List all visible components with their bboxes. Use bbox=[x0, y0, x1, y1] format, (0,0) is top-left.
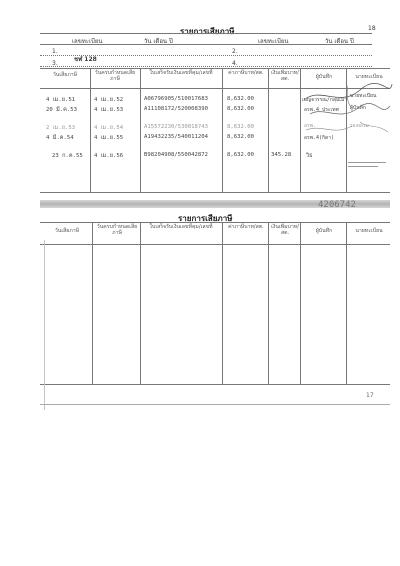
table-row-3-tax: 8,632.00 bbox=[227, 124, 254, 130]
table-row-1-due: 4 เม.ย.52 bbox=[94, 97, 124, 103]
table-row-4-tax: 8,632.00 bbox=[227, 134, 254, 140]
header-reg-right: เลขทะเบียน bbox=[258, 38, 289, 45]
table-row-5-recorder: วิธ bbox=[306, 153, 313, 159]
header-date-left: วัน เดือน ปี bbox=[144, 38, 173, 45]
title-underline bbox=[40, 33, 372, 34]
table-row-3-receipt: A15572230/530018743 bbox=[144, 124, 208, 130]
bottom-col-header-registrar: นายทะเบียน bbox=[355, 228, 383, 234]
col-header-tax: ค่าภาษีบาท/สต. bbox=[228, 70, 264, 76]
bottom-col-header-extra: เงินเพิ่มบาท/สต. bbox=[271, 224, 299, 236]
table-row-5-due: 4 เม.ย.56 bbox=[94, 153, 124, 159]
signature-stamp-marks bbox=[300, 78, 396, 148]
row-number-2: 2. bbox=[232, 48, 238, 55]
col-header-receipt: ใบเสร็จรับเงินเลขที่คุม/เลขที่ bbox=[149, 70, 213, 76]
table-row-5-tax: 8,632.00 bbox=[227, 152, 254, 158]
scan-artifact-line bbox=[44, 240, 45, 410]
bottom-col-header-tax: ค่าภาษีบาท/สต. bbox=[228, 224, 264, 230]
bottom-col-header-recorder: ผู้บันทึก bbox=[315, 228, 333, 234]
table-row-4-paid: 4 มี.ค.54 bbox=[46, 135, 74, 141]
table-row-2-due: 4 เม.ย.53 bbox=[94, 107, 124, 113]
bottom-col-header-due-date: วันครบกำหนดเสียภาษี bbox=[96, 224, 138, 236]
table-row-1-receipt: A06796905/510017683 bbox=[144, 96, 208, 102]
table-row-3-registrar: รองจะเม bbox=[350, 123, 369, 129]
table-row-2-recorder: อรพ.4 ประเทศ bbox=[304, 107, 339, 113]
table-row-2-paid: 20 มี.ค.53 bbox=[46, 107, 78, 113]
divider-number: 4206742 bbox=[318, 200, 356, 210]
col-header-registrar: นายทะเบียน bbox=[355, 74, 383, 80]
table-row-3-paid: 2 เม.ย.53 bbox=[46, 125, 76, 131]
row-number-4: 4. bbox=[232, 60, 238, 67]
footer-line bbox=[40, 404, 390, 405]
table-row-5-paid: 23 ก.ค.55 bbox=[52, 153, 83, 159]
table-row-1-tax: 8,632.00 bbox=[227, 96, 254, 102]
row-number-1: 1. bbox=[52, 48, 58, 55]
bottom-col-header-paid-date: วันเสียภาษี bbox=[54, 228, 80, 234]
table-row-3-due: 4 เม.ย.54 bbox=[94, 125, 124, 131]
section-title-top: รายการเสียภาษี bbox=[180, 27, 235, 36]
table-row-2-tax: 8,632.00 bbox=[227, 106, 254, 112]
col-header-extra: เงินเพิ่มบาท/สต. bbox=[271, 70, 299, 82]
header-underline bbox=[40, 44, 372, 45]
table-row-3-recorder: อรพ. bbox=[304, 123, 316, 129]
table-row-1-registrar: นายทะเบียน bbox=[350, 93, 377, 99]
table-row-2-receipt: A11108172/520008390 bbox=[144, 106, 208, 112]
table-row-4-due: 4 เม.ย.55 bbox=[94, 135, 124, 141]
footer-page-number: 17 bbox=[366, 392, 374, 399]
table-row-4-receipt: A19432235/540011204 bbox=[144, 134, 208, 140]
table-row-1-paid: 4 เม.ย.51 bbox=[46, 97, 76, 103]
table-row-1-recorder: เบญจวรรณ/กลุ่มเมา bbox=[302, 97, 348, 103]
table-row-5-extra: 345.28 bbox=[271, 152, 292, 158]
row-dotline-2 bbox=[40, 66, 372, 67]
plate-number: ชฬ 128 bbox=[74, 56, 97, 63]
table-row-5-receipt: B98204908/550042872 bbox=[144, 152, 208, 158]
page-number: 18 bbox=[368, 25, 376, 32]
col-header-due-date: วันครบกำหนดเสียภาษี bbox=[94, 70, 136, 82]
section-title-bottom: รายการเสียภาษี bbox=[178, 214, 233, 223]
bottom-col-header-receipt: ใบเสร็จรับเงินเลขที่คุม/เลขที่ bbox=[149, 224, 213, 230]
table-row-2-registrar: ผู้บันทึก bbox=[350, 105, 366, 111]
header-reg-left: เลขทะเบียน bbox=[72, 38, 103, 45]
table-row-4-recorder: อรพ.4(กิดา) bbox=[304, 135, 335, 141]
header-date-right: วัน เดือน ปี bbox=[325, 38, 354, 45]
col-header-recorder: ผู้บันทึก bbox=[315, 74, 333, 80]
col-header-paid-date: วันเสียภาษี bbox=[52, 72, 78, 78]
row-dotline-1 bbox=[40, 55, 372, 56]
row-number-3: 3. bbox=[52, 60, 58, 67]
